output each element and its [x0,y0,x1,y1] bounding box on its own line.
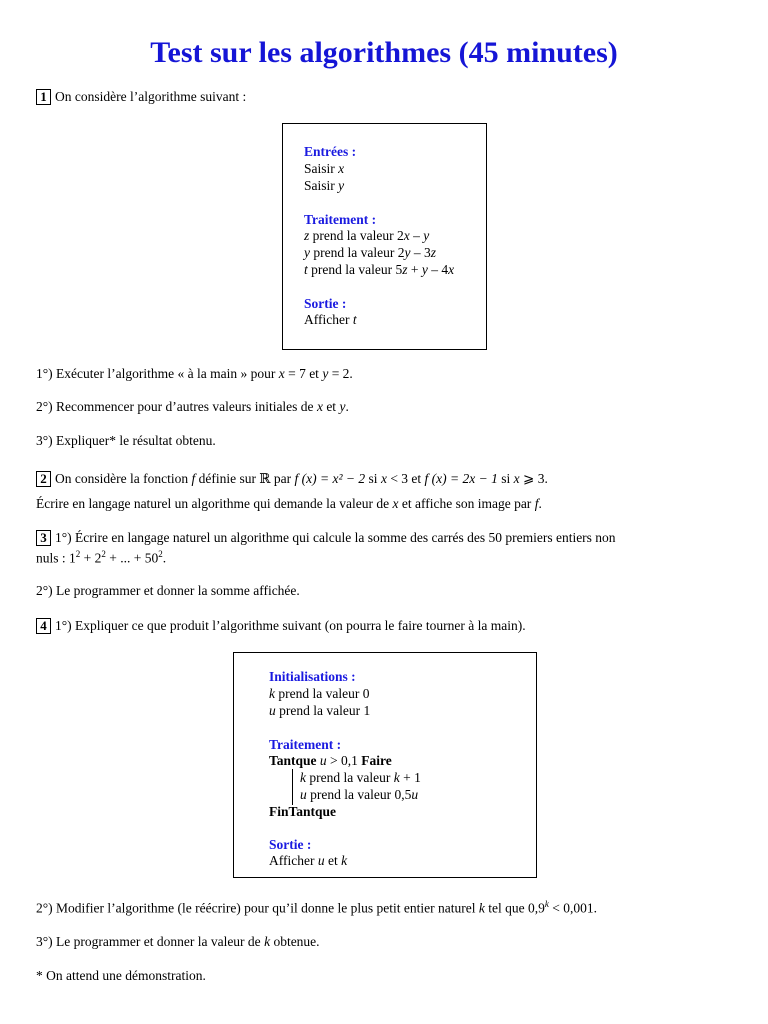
exercise-number: 1 [36,89,51,105]
algorithm-box-1 [282,123,487,350]
loop-bracket [292,769,293,805]
loop-line-1: k prend la valeur k + 1 [300,770,421,785]
ex4-question-3: 3°) Le programmer et donner la valeur de k obtenue. [36,934,320,949]
exercise-1-intro [36,89,246,105]
input-line-1: Saisir x [304,161,345,176]
process-line-3: t prend la valeur 5z + y – 4x [304,262,455,277]
ex1-question-2: 2°) Recommencer pour d’autres valeurs initiales de x et y. [36,399,349,414]
init-line-1: k prend la valeur 0 [269,686,370,701]
inequality: 0,9 [528,900,545,916]
page-title: Test sur les algorithmes (45 minutes) [150,36,618,69]
traitement-heading: Traitement : [269,737,342,752]
traitement-heading: Traitement : [304,212,377,227]
ex1-question-3: 3°) Expliquer* le résultat obtenu. [36,433,216,448]
algorithm-box-2 [233,652,537,878]
input-line-2: Saisir y [304,178,345,193]
init-heading: Initialisations : [269,669,356,684]
output-line: Afficher t [304,312,357,327]
exercise-3-line-1: 3 1°) Écrire en langage naturel un algorithme qui calcule la somme des carrés des 50 premiers entiers non [36,530,616,546]
process-line-1: z prend la valeur 2x – y [304,228,430,243]
footnote: * On attend une démonstration. [36,968,206,983]
ex3-question-2: 2°) Le programmer et donner la somme affichée. [36,583,300,598]
sortie-heading: Sortie : [269,837,312,852]
function-def-1: f (x) = x² − 2 [294,471,366,486]
exercise-number: 4 [36,618,51,634]
sortie-heading: Sortie : [304,296,347,311]
exercise-2-line-1: 2 On considère la fonction f définie sur ℝ par f (x) = x² − 2 si x < 3 et f (x) = 2x − 1 si x ⩾ 3. [36,471,548,487]
intro-text: On considère l’algorithme suivant : [55,89,247,104]
loop-line-2: u prend la valeur 0,5u [300,787,419,802]
entrees-heading: Entrées : [304,144,357,159]
output-line: Afficher u et k [269,853,348,868]
process-line-2: y prend la valeur 2y – 3z [304,245,436,260]
exercise-2-line-2: Écrire en langage naturel un algorithme qui demande la valeur de x et affiche son image par f. [36,496,542,511]
exercise-3-line-2: nuls : $1^2 + 2^2$ + ... + $50^2$. [36,549,167,566]
while-line: Tantque u > 0,1 Faire [269,753,392,768]
exercise-number: 2 [36,471,51,487]
init-line-2: u prend la valeur 1 [269,703,371,718]
ex1-question-1: 1°) Exécuter l’algorithme « à la main » pour x = 7 et y = 2. [36,366,353,381]
function-def-2: f (x) = 2x − 1 [424,471,498,486]
end-while: FinTantque [269,804,337,819]
exercise-4-line-1: 4 1°) Expliquer ce que produit l’algorithme suivant (on pourra le faire tourner à la main). [36,618,526,634]
ex4-question-2: 2°) Modifier l’algorithme (le réécrire) pour qu’il donne le plus petit entier naturel k tel que $0,9^k < 0,001$. [36,899,597,916]
exercise-number: 3 [36,530,51,546]
